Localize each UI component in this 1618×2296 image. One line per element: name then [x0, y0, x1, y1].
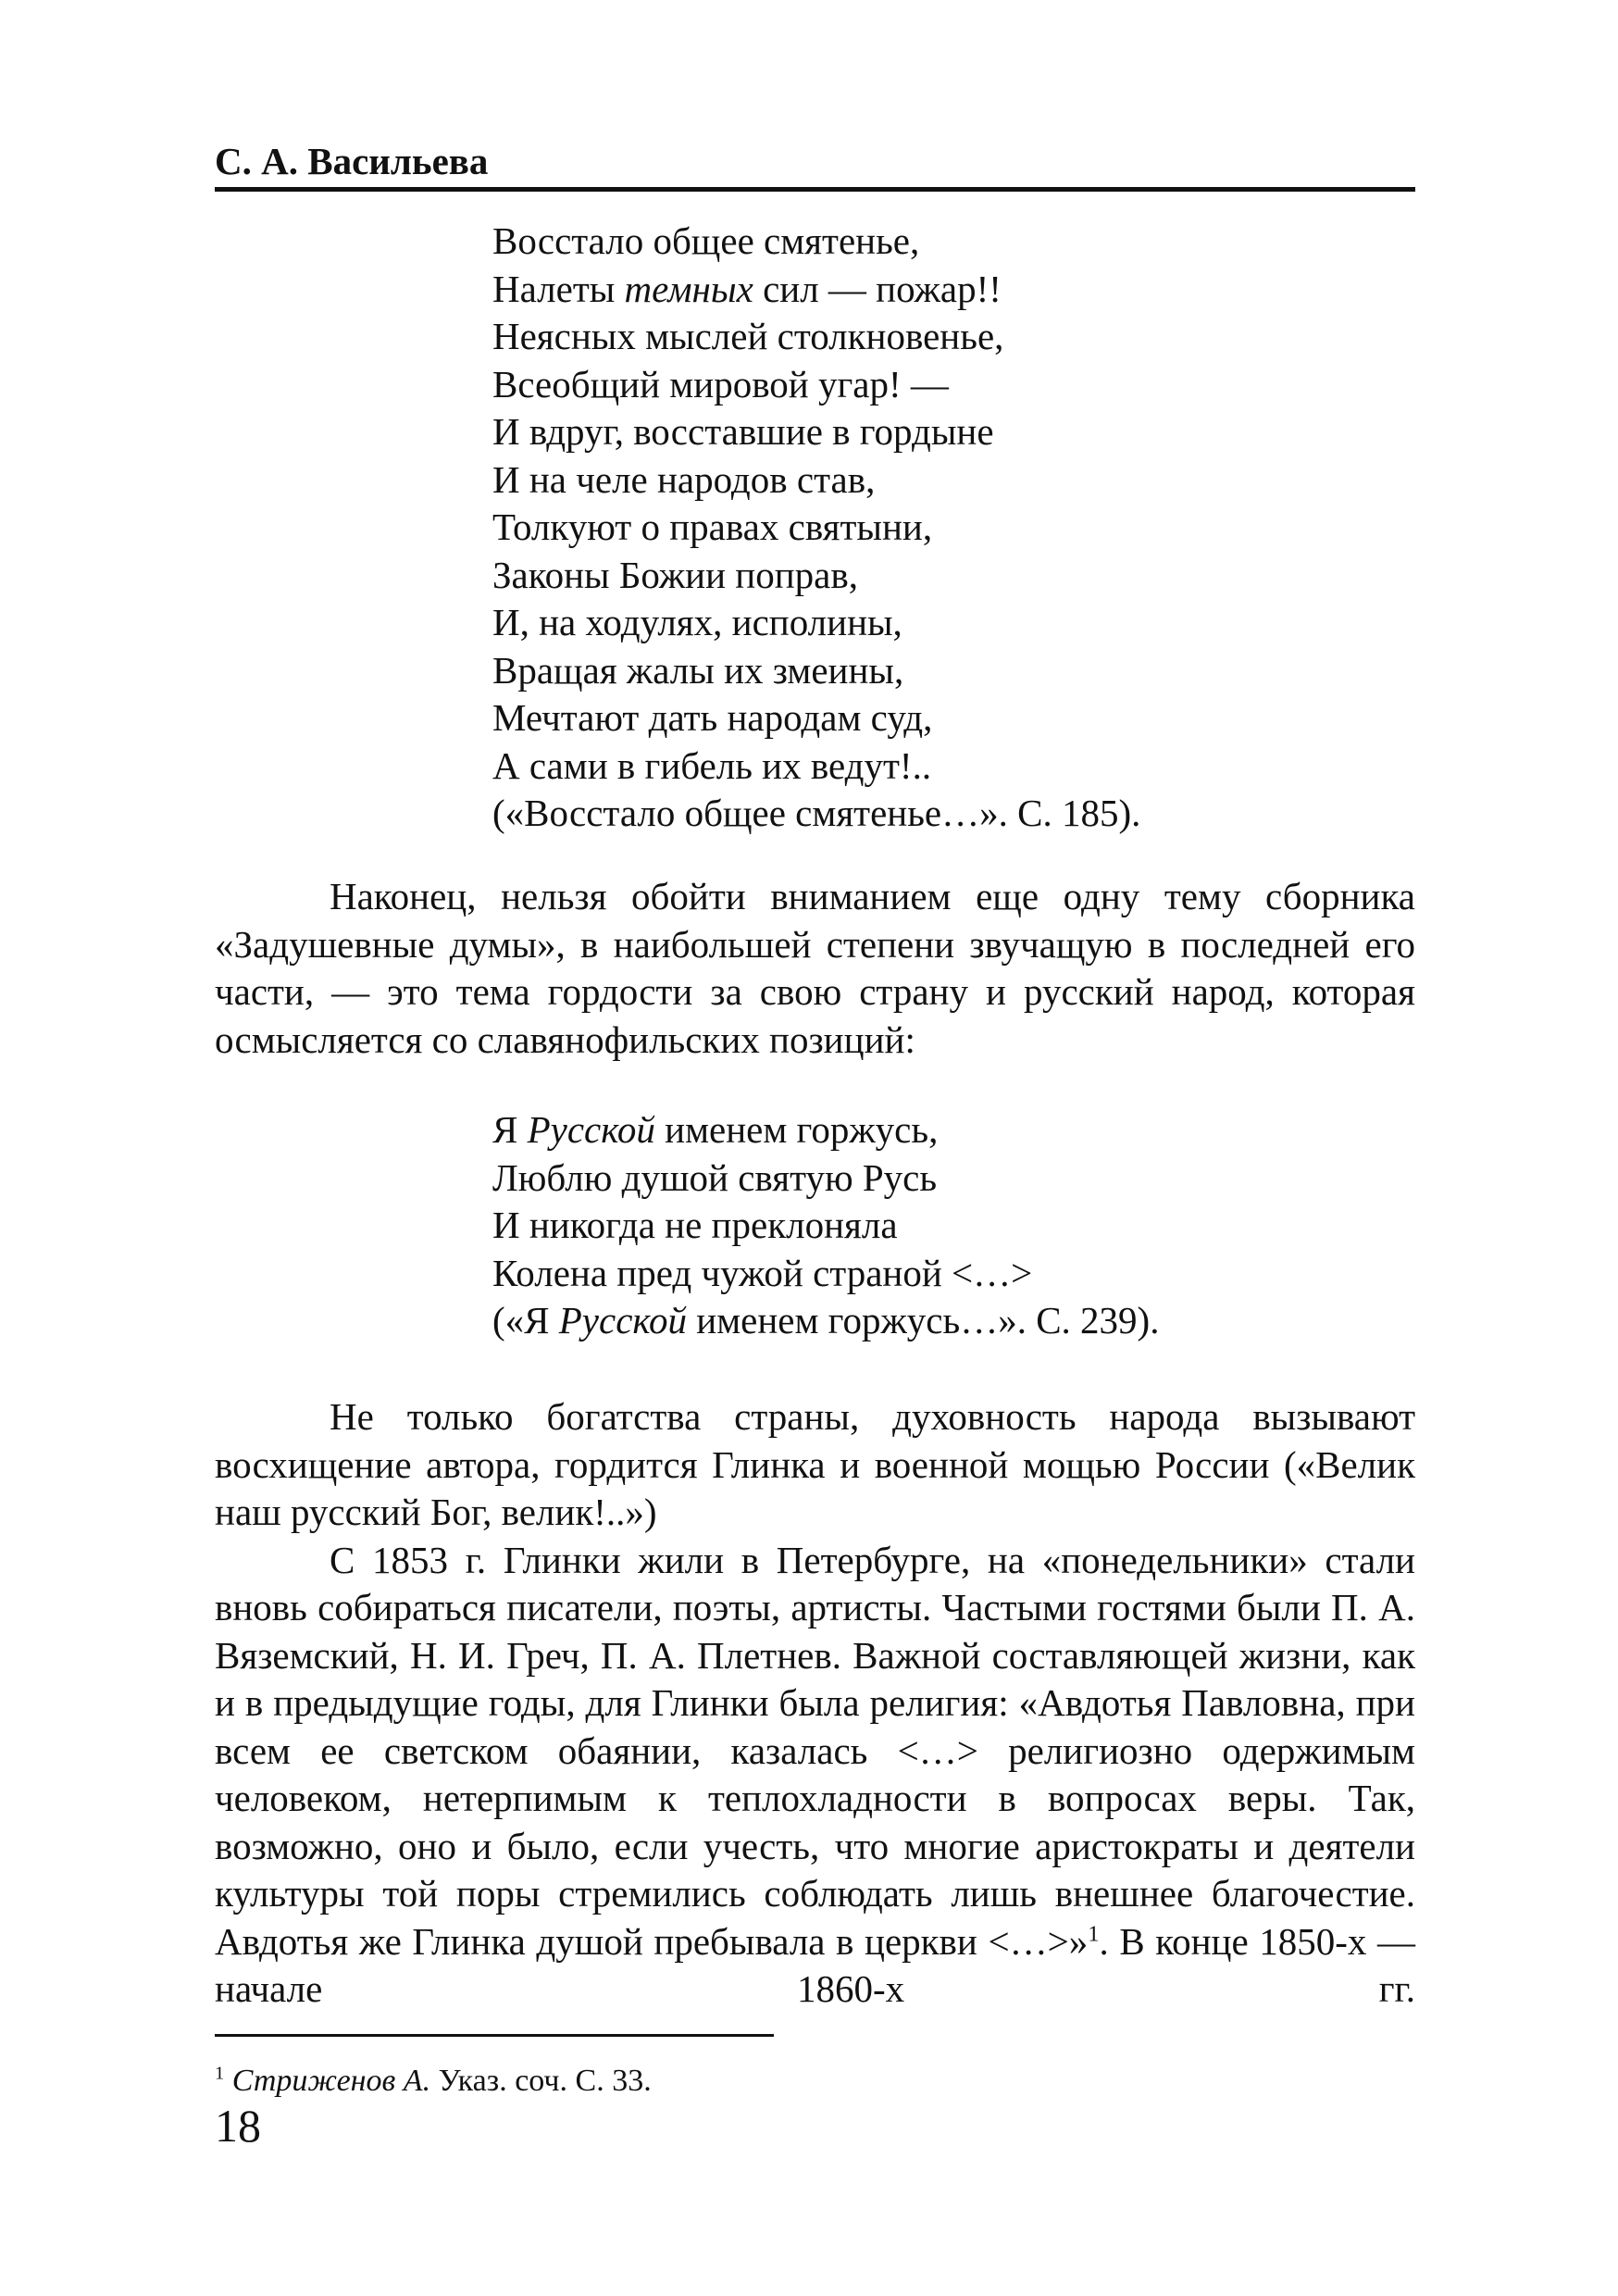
header-rule: [215, 187, 1415, 192]
paragraph-petersburg-tail: . В конце 1850-х — начале 1860-х гг.: [215, 1919, 1416, 2010]
verse-line: [492, 599, 1140, 647]
verse-line: [492, 1202, 1159, 1250]
footnote-rule: [215, 2034, 774, 2037]
verse-line: [492, 266, 1140, 314]
footnote-citation: Указ. соч. С. 33.: [430, 2064, 652, 2098]
footnote-reference[interactable]: 1: [1088, 1920, 1100, 1946]
paragraph-military-might: Не только богатства страны, духовность народа вызывают восхищение автора, гордится Глинка и военной мощью России («Велик наш русский Бог, велик!..»): [215, 1395, 1415, 1533]
verse-text: именем горжусь…». С. 239).: [687, 1299, 1160, 1341]
body-text-1: [215, 873, 1415, 1064]
verse-text: И вдруг, восставшие в гордыне: [492, 410, 994, 453]
paragraph-petersburg: [215, 1537, 1415, 2014]
verse-line: [492, 504, 1140, 552]
verse-line: [492, 1250, 1159, 1298]
body-text-2: [215, 1393, 1415, 2014]
verse-line: [492, 1154, 1159, 1203]
verse-text: сил — пожар!!: [753, 267, 1002, 310]
verse-line: [492, 408, 1140, 456]
paragraph-theme-of-pride: Наконец, нельзя обойти вниманием еще одну тему сборника «Задушевные думы», в наибольшей степени звучащую в последней его части, — это тема гордости за свою страну и русский народ, которая осмысляется со славянофильских позиций:: [215, 875, 1415, 1061]
verse-text: Толкуют о правах святыни,: [492, 505, 933, 548]
verse-text: И никогда не преклоняла: [492, 1204, 898, 1246]
verse-text: («Восстало общее смятенье…». С. 185).: [492, 792, 1141, 834]
verse-line: [492, 456, 1140, 505]
verse-text: Вращая жалы их змеины,: [492, 648, 904, 692]
verse-emphasis: Русской: [527, 1108, 655, 1151]
verse-text: Люблю душой святую Русь: [492, 1155, 938, 1199]
verse-line: [492, 218, 1140, 266]
verse-text: Неясных мыслей столкновенье,: [492, 315, 1004, 357]
verse-line: [492, 694, 1140, 742]
verse-line: [492, 647, 1140, 695]
running-head-author: С. А. Васильева: [215, 140, 489, 182]
paragraph-petersburg-text: С 1853 г. Глинки жили в Петербурге, на «понедельники» стали вновь собираться писатели, поэты, артисты. Частыми гостями были П. А. Вяземский, Н. И. Греч, П. А. Плетнев. Важной составляющей жизни, как и в предыдущие годы, для Глинки была религия: «Авдотья Павловна, при всем ее светском обаянии, казалась <…> религиозно одержимым человеком, нетерпимым к теплохладности в вопросах веры. Так, возможно, оно и было, если учесть, что многие аристократы и деятели культуры той поры стремились соблюдать лишь внешнее благочестие. Авдотья же Глинка душой пребывала в церкви <…>»: [215, 1538, 1415, 1963]
poem-quote-1: [492, 218, 1140, 838]
verse-line: [492, 552, 1140, 600]
verse-line: [492, 1297, 1159, 1345]
footnote-author: Стриженов А.: [231, 2064, 431, 2098]
verse-text: Законы Божии поправ,: [492, 553, 858, 596]
verse-text: И на челе народов став,: [492, 457, 876, 501]
verse-text: Я: [492, 1108, 528, 1151]
verse-text: И, на ходулях, исполины,: [492, 601, 902, 643]
verse-line: [492, 313, 1140, 361]
footnote: [215, 2062, 652, 2101]
verse-emphasis: темных: [624, 267, 753, 310]
verse-text: Всеобщий мировой угар! —: [492, 362, 949, 406]
verse-text: («Я: [492, 1299, 559, 1341]
verse-line: [492, 1106, 1159, 1154]
verse-text: Налеты: [492, 267, 625, 310]
verse-line: [492, 790, 1140, 838]
verse-text: Колена пред чужой страной <…>: [492, 1251, 1033, 1294]
verse-emphasis: Русской: [558, 1299, 688, 1341]
verse-text: Восстало общее смятенье,: [492, 219, 920, 262]
verse-line: [492, 742, 1140, 791]
verse-text: Мечтают дать народам суд,: [492, 696, 933, 739]
verse-line: [492, 361, 1140, 409]
poem-quote-2: [492, 1106, 1159, 1345]
page-number: 18: [215, 2100, 261, 2152]
verse-text: А сами в гибель их ведут!..: [492, 743, 932, 787]
footnote-marker: 1: [215, 2063, 225, 2084]
verse-text: именем горжусь,: [654, 1108, 939, 1151]
